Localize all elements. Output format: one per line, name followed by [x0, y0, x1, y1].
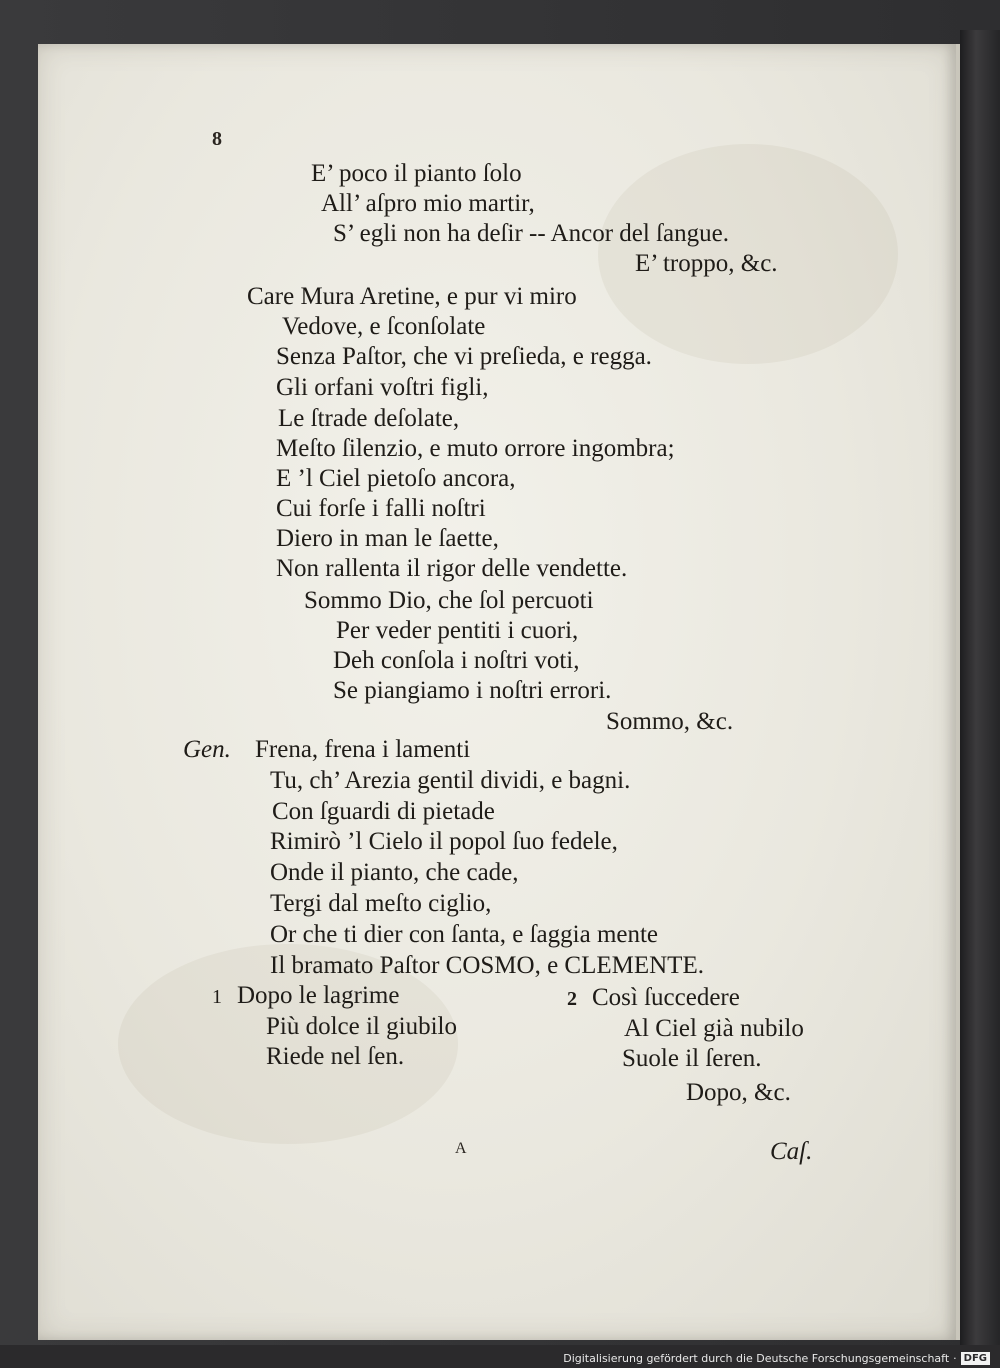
verse-line: Onde il pianto, che cade, — [270, 859, 519, 886]
verse-line: Care Mura Aretine, e pur vi miro — [247, 283, 577, 310]
verse-line: E’ poco il pianto ſolo — [311, 160, 522, 187]
verse-line: Diero in man le ſaette, — [276, 525, 499, 552]
verse-line: Gli orfani voſtri figli, — [276, 374, 489, 401]
book-edge — [960, 30, 1000, 1345]
verse-line: Rimirò ’l Cielo il popol ſuo fedele, — [270, 828, 618, 855]
verse-line: Se piangiamo i noſtri errori. — [333, 677, 612, 704]
verse-line: Il bramato Paſtor COSMO, e CLEMENTE. — [270, 952, 704, 979]
verse-line: Cui forſe i falli noſtri — [276, 495, 486, 522]
catchword: Caſ. — [770, 1138, 813, 1165]
verse-line: Sommo Dio, che ſol percuoti — [304, 587, 594, 614]
verse-line: Deh conſola i noſtri voti, — [333, 647, 580, 674]
verse-line: All’ aſpro mio martir, — [321, 190, 535, 217]
page-number: 8 — [212, 128, 222, 150]
speaker-label: Gen. — [183, 736, 231, 763]
verse-line: Più dolce il giubilo — [266, 1013, 457, 1040]
voice-marker: 2 — [567, 988, 577, 1010]
dfg-logo-icon: DFG — [961, 1352, 990, 1365]
verse-refrain: E’ troppo, &c. — [635, 250, 778, 277]
voice-marker: 1 — [212, 986, 222, 1008]
verse-line: Così ſuccedere — [592, 984, 740, 1011]
verse-line: Vedove, e ſconſolate — [282, 313, 486, 340]
verse-refrain: Dopo, &c. — [686, 1079, 791, 1106]
verse-line: Suole il ſeren. — [622, 1045, 762, 1072]
verse-line: Al Ciel già nubilo — [624, 1015, 804, 1042]
verse-line: Le ſtrade deſolate, — [278, 405, 460, 432]
signature-mark: A — [455, 1140, 467, 1157]
verse-line: Con ſguardi di pietade — [272, 798, 495, 825]
verse-line: Non rallenta il rigor delle vendette. — [276, 555, 628, 582]
verse-line: Riede nel ſen. — [266, 1043, 405, 1070]
verse-line: Tergi dal meſto ciglio, — [270, 890, 492, 917]
verse-line: Tu, ch’ Arezia gentil dividi, e bagni. — [270, 767, 631, 794]
verse-line: Meſto ſilenzio, e muto orrore ingombra; — [276, 435, 675, 462]
verse-line: Senza Paſtor, che vi preſieda, e regga. — [276, 343, 652, 370]
credit-text: Digitalisierung gefördert durch die Deutsche Forschungsgemeinschaft — [563, 1351, 950, 1365]
verse-line: Per veder pentiti i cuori, — [336, 617, 579, 644]
verse-line: E ’l Ciel pietoſo ancora, — [276, 465, 516, 492]
verse-refrain: Sommo, &c. — [606, 708, 734, 735]
verse-line: S’ egli non ha deſir -- Ancor del ſangue. — [333, 220, 729, 247]
digitization-credit: Digitalisierung gefördert durch die Deutsche Forschungsgemeinschaft · DFG — [563, 1350, 990, 1366]
verse-line: Frena, frena i lamenti — [255, 736, 471, 763]
verse-line: Or che ti dier con ſanta, e ſaggia mente — [270, 921, 659, 948]
verse-line: Dopo le lagrime — [237, 982, 400, 1009]
